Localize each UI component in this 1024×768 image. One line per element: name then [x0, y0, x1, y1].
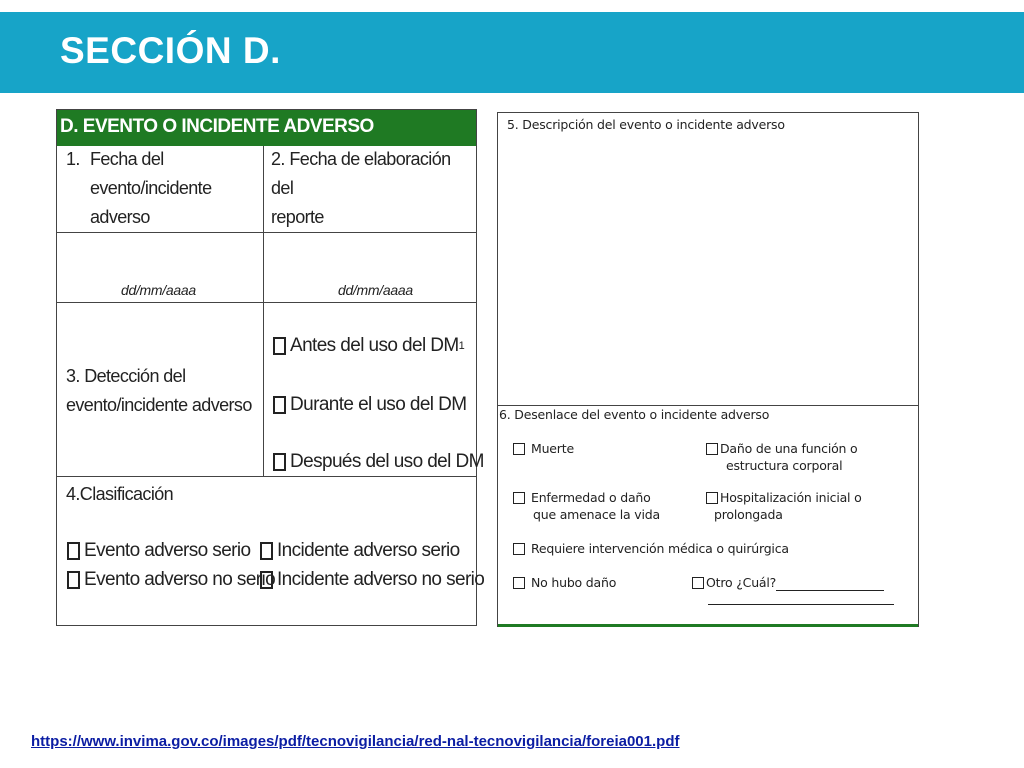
other-text-field-line[interactable] [708, 604, 894, 605]
description-textarea[interactable] [498, 133, 918, 403]
detection-during-option[interactable]: Durante el uso del DM [273, 394, 466, 416]
checkbox[interactable] [260, 571, 273, 589]
outcome-other[interactable]: Otro ¿Cuál? [692, 574, 884, 591]
checkbox[interactable] [67, 571, 80, 589]
bottom-bar [498, 624, 918, 627]
event-form-table [56, 109, 485, 626]
row-divider [57, 232, 476, 233]
classification-serious-incident[interactable]: Incidente adverso serio [260, 540, 460, 562]
q5-label: 5. Descripción del evento o incidente adverso [507, 117, 785, 132]
other-text-field[interactable] [776, 578, 884, 591]
q2-label: 2. Fecha de elaboración del reporte [271, 149, 451, 227]
section-divider [498, 405, 918, 406]
checkbox[interactable] [513, 492, 525, 504]
outcome-intervention[interactable]: Requiere intervención médica o quirúrgica [513, 540, 789, 557]
column-divider [263, 146, 264, 476]
q4-label: 4.Clasificación [66, 484, 174, 504]
slide-title: SECCIÓN D. [60, 30, 281, 71]
checkbox[interactable] [692, 577, 704, 589]
row-divider [57, 476, 476, 477]
checkbox[interactable] [513, 577, 525, 589]
classification-nonserious-incident[interactable]: Incidente adverso no serio [260, 569, 484, 591]
checkbox[interactable] [513, 443, 525, 455]
outcome-no-harm[interactable]: No hubo daño [513, 574, 616, 591]
q2-date-field[interactable]: dd/mm/aaaa [338, 282, 413, 298]
classification-serious-event[interactable]: Evento adverso serio [67, 540, 251, 562]
classification-nonserious-event[interactable]: Evento adverso no serio [67, 569, 275, 591]
outcome-death[interactable]: Muerte [513, 440, 574, 457]
checkbox[interactable] [273, 453, 286, 471]
title-banner [0, 12, 1024, 93]
q1-date-field[interactable]: dd/mm/aaaa [121, 282, 196, 298]
detection-before-option[interactable]: Antes del uso del DM 1 [273, 335, 464, 357]
q6-label: 6. Desenlace del evento o incidente adverso [499, 407, 770, 422]
detection-after-option[interactable]: Después del uso del DM [273, 451, 484, 473]
checkbox[interactable] [706, 443, 718, 455]
row-divider [57, 302, 476, 303]
source-link[interactable]: https://www.invima.gov.co/images/pdf/tecnovigilancia/red-nal-tecnovigilancia/foreia001.pdf [31, 733, 680, 750]
outcome-form [497, 112, 919, 627]
checkbox[interactable] [706, 492, 718, 504]
checkbox[interactable] [260, 542, 273, 560]
checkbox[interactable] [273, 337, 286, 355]
outcome-function-damage[interactable]: Daño de una función o estructura corporal [706, 440, 858, 474]
checkbox[interactable] [273, 396, 286, 414]
table-header: D. EVENTO O INCIDENTE ADVERSO [57, 110, 476, 146]
outcome-life-threatening[interactable]: Enfermedad o daño que amenace la vida [513, 489, 660, 523]
q3-label: 3. Detección del evento/incidente adverso [66, 366, 252, 415]
checkbox[interactable] [67, 542, 80, 560]
outcome-hospitalization[interactable]: Hospitalización inicial o prolongada [706, 489, 862, 523]
checkbox[interactable] [513, 543, 525, 555]
q1-label: 1. Fecha del evento/incidente adverso [66, 149, 212, 227]
